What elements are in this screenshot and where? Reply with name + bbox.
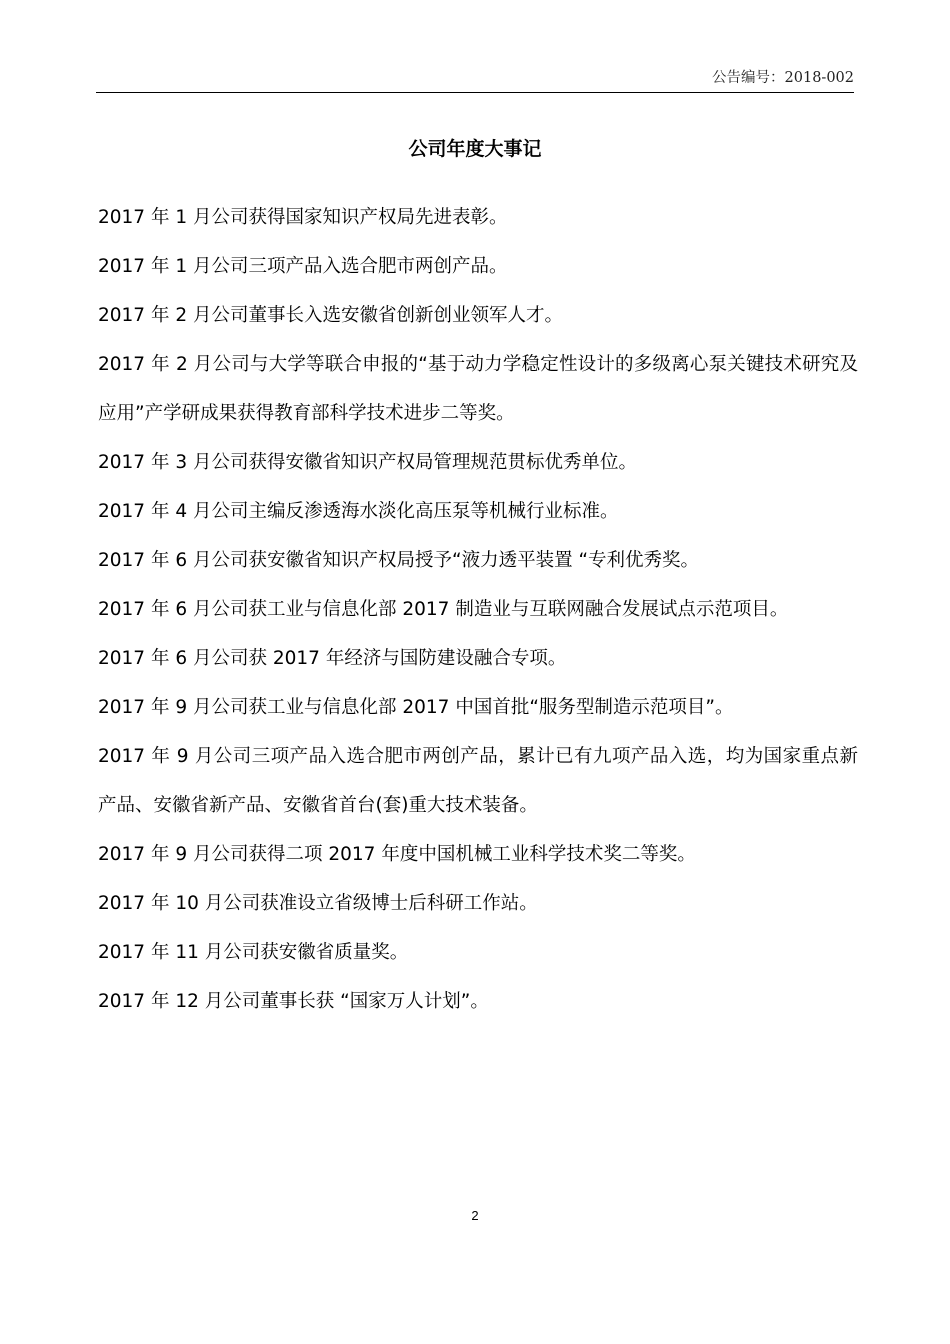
list-item: 2017 年 9 月公司获工业与信息化部 2017 中国首批“服务型制造示范项目”。 xyxy=(98,697,734,718)
list-item: 2017 年 1 月公司获得国家知识产权局先进表彰。 xyxy=(98,207,508,228)
list-item: 2017 年 12 月公司董事长获 “国家万人计划”。 xyxy=(98,991,489,1012)
list-item: 2017 年 9 月公司三项产品入选合肥市两创产品，累计已有九项产品入选，均为国家重点新产品、安徽省新产品、安徽省首台(套)重大技术装备。 xyxy=(98,746,858,816)
list-item: 2017 年 10 月公司获准设立省级博士后科研工作站。 xyxy=(98,893,538,914)
list-item: 2017 年 1 月公司三项产品入选合肥市两创产品。 xyxy=(98,256,508,277)
page-title: 公司年度大事记 xyxy=(408,138,542,160)
list-item: 2017 年 6 月公司获安徽省知识产权局授予“液力透平装置 “专利优秀奖。 xyxy=(98,550,700,571)
page-header xyxy=(96,62,854,93)
list-item: 2017 年 2 月公司与大学等联合申报的“基于动力学稳定性设计的多级离心泵关键技术研究及应用”产学研成果获得教育部科学技术进步二等奖。 xyxy=(98,354,858,424)
event-list xyxy=(98,193,858,1026)
page-number: 2 xyxy=(471,1208,479,1223)
list-item: 2017 年 11 月公司获安徽省质量奖。 xyxy=(98,942,409,963)
list-item: 2017 年 2 月公司董事长入选安徽省创新创业领军人才。 xyxy=(98,305,563,326)
notice-number: 公告编号：2018-002 xyxy=(712,70,854,86)
list-item: 2017 年 6 月公司获工业与信息化部 2017 制造业与互联网融合发展试点示范项目。 xyxy=(98,599,789,620)
list-item: 2017 年 9 月公司获得二项 2017 年度中国机械工业科学技术奖二等奖。 xyxy=(98,844,696,865)
list-item: 2017 年 3 月公司获得安徽省知识产权局管理规范贯标优秀单位。 xyxy=(98,452,637,473)
list-item: 2017 年 4 月公司主编反渗透海水淡化高压泵等机械行业标准。 xyxy=(98,501,619,522)
list-item: 2017 年 6 月公司获 2017 年经济与国防建设融合专项。 xyxy=(98,648,567,669)
